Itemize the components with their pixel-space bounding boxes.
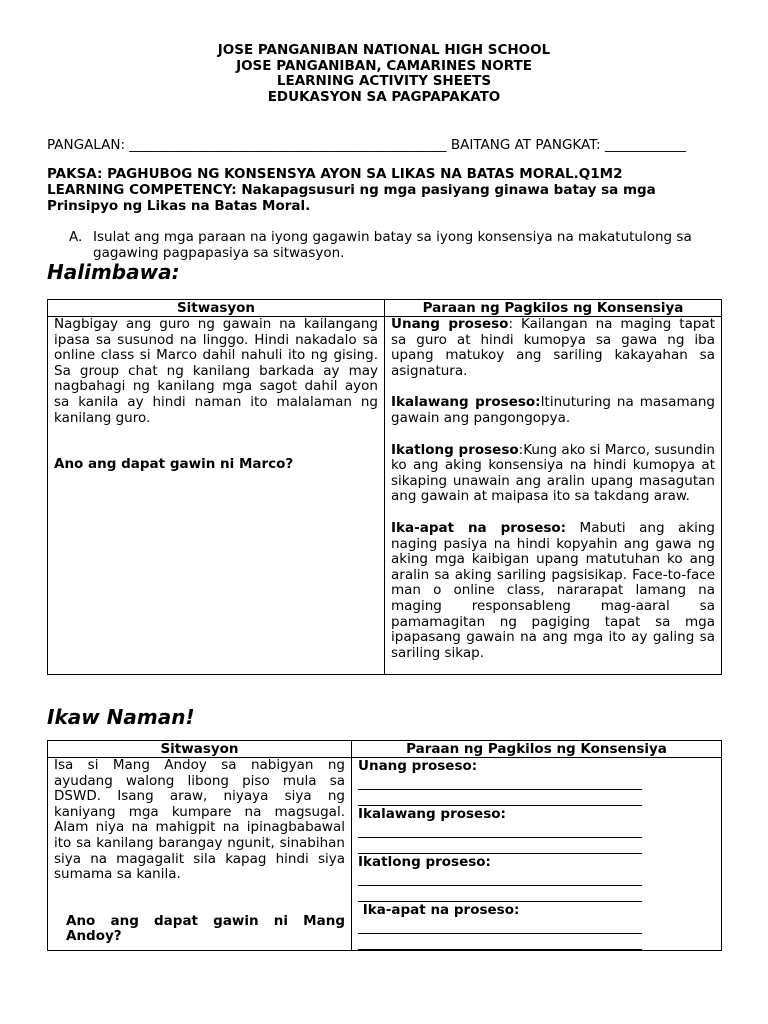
table-row [48,317,722,675]
situation-text: Nagbigay ang guro ng gawain na kailangang ipasa sa susunod na linggo. Hindi nakadalo sa online class si Marco dahil nahuli ito ng gising. Sa group chat ng kanilang barkada ay may nagbahagi ng kanilang mga sagot dahil ayon sa kanila ay hindi naman ito malalaman ng kanilang guro. [54,316,378,426]
answer-line[interactable] [358,774,642,790]
answer-line[interactable] [358,870,642,886]
sheet-type: LEARNING ACTIVITY SHEETS [276,73,492,89]
competency-line-2: Prinsipyo ng Likas na Batas Moral. [47,198,311,214]
halimbawa-table [47,299,722,675]
process-label-1: Unang proseso [391,316,509,332]
table-header-row [48,300,722,317]
answer-line[interactable] [358,886,642,902]
column-header-paraan: Paraan ng Pagkilos ng Konsensiya [352,741,722,758]
process-text-2: Itinuturing na masamang gawain ang pangongopya. [391,394,715,426]
process-text-3: :Kung ako si Marco, susundin ko ang aking konsensiya na hindi kumopya at sikaping unawain ang aralin upang masagutan ang gawain at maipasa ito sa takdang araw. [391,441,715,505]
process-label-4: Ika-apat na proseso: [391,519,567,536]
halimbawa-title: Halimbawa: [47,260,180,284]
answer-label-3: Ikatlong proseso: [358,854,491,870]
ikaw-naman-title: Ikaw Naman! [47,705,195,729]
answer-label-1: Unang proseso: [358,758,478,774]
process-label-3: Ikatlong proseso [391,441,519,458]
column-header-paraan: Paraan ng Pagkilos ng Konsensiya [385,300,722,317]
baitang-field: BAITANG AT PANGKAT: ____________ [450,137,686,153]
school-header [0,43,768,105]
instruction-letter: A. [69,229,83,245]
answer-line[interactable] [358,790,642,806]
school-location: JOSE PANGANIBAN, CAMARINES NORTE [236,57,532,74]
pangalan-field: PANGALAN: _______________________________________________ [47,137,447,153]
situation-text: Isa si Mang Andoy sa nabigyan ng ayudang walong libong piso mula sa DSWD. Isang araw, niyaya siya ng kaniyang mga kumpare na magsugal. Alam niya na mahigpit na ipinagbabawal ito sa kanilang barangay ngunit, sinabihan siya na magagalit sila kapag hindi siya sumama sa kanila. [54,757,345,883]
paksa-line: PAKSA: PAGHUBOG NG KONSENSYA AYON SA LIKAS NA BATAS MORAL.Q1M2 [47,166,623,182]
ikaw-naman-table [47,740,722,951]
student-info-line [47,137,719,153]
process-step-1 [391,317,715,379]
school-name: JOSE PANGANIBAN NATIONAL HIGH SCHOOL [217,42,551,58]
situation-cell [48,758,352,951]
situation-question: Ano ang dapat gawin ni Marco? [54,456,294,473]
process-step-3 [391,443,715,505]
process-text-4: Mabuti ang aking naging pasiya na hindi kopyahin ang gawa ng aking mga kaibigan upang matutuhan ko ang aralin sa aking sariling pagsisikap. Face-to-face man o online class, nararapat lamang na maging responsableng mag-aaral sa pamamagitan ng pagiging tapat sa mga ipapasang gawain na ang mga ito ay galing sa sariling sikap. [391,519,715,661]
answer-label-2: Ikalawang proseso: [358,806,506,822]
process-label-2: Ikalawang proseso: [391,394,541,411]
subject-name: EDUKASYON SA PAGPAPAKATO [267,88,501,105]
process-cell [385,317,722,675]
competency-line: LEARNING COMPETENCY: Nakapagsusuri ng mga pasiyang ginawa batay sa mga [47,182,656,198]
situation-question: Ano ang dapat gawin ni Mang Andoy? [66,912,345,945]
table-header-row [48,741,722,758]
process-text-1: : Kailangan na maging tapat sa guro at hindi kumopya sa gawa ng iba upang matukoy ang sariling kakayahan sa asignatura. [391,316,715,379]
column-header-sitwasyon: Sitwasyon [48,300,385,317]
process-step-2 [391,395,715,426]
answer-label-4: Ika-apat na proseso: [358,902,520,918]
answer-cell [352,758,722,951]
answer-line[interactable] [358,934,642,950]
topic-block [47,166,719,214]
table-row [48,758,722,951]
answer-line[interactable] [358,918,642,934]
situation-cell [48,317,385,675]
answer-line[interactable] [358,838,642,854]
instruction-text: Isulat ang mga paraan na iyong gagawin batay sa iyong konsensiya na makatutulong sa gagawing pagpapasiya sa sitwasyon. [93,229,692,261]
process-step-4 [391,521,715,661]
answer-line[interactable] [358,822,642,838]
instruction-item [69,230,719,261]
column-header-sitwasyon: Sitwasyon [48,741,352,758]
